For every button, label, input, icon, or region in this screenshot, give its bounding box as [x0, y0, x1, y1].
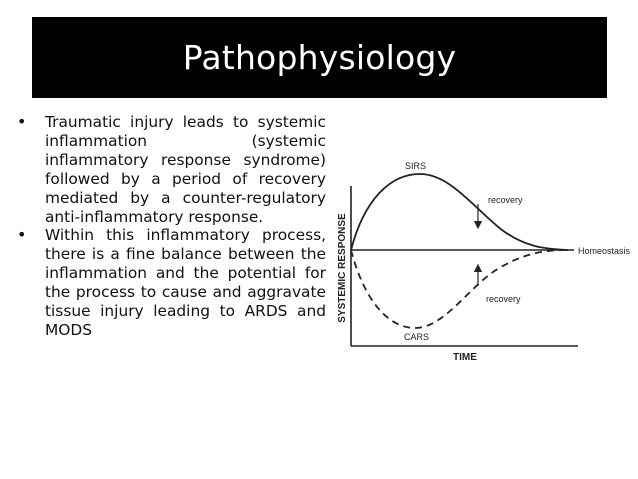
- bullet-text: Within this inflammatory process, there is a fine balance between the inflammation and the potential for the process to cause and aggravate tissue injury leading to ARDS and MODS: [45, 226, 326, 339]
- y-axis-label: SYSTEMIC RESPONSE: [337, 213, 348, 323]
- sirs-curve: [351, 174, 568, 250]
- x-axis-label: TIME: [453, 352, 477, 363]
- recovery-top-label: recovery: [488, 195, 523, 205]
- bullet-text: Traumatic injury leads to systemic inflammation (systemic inflammatory response syndrome) followed by a period of recovery mediated by a counter-regulatory anti-inflammatory response.: [45, 113, 326, 226]
- sirs-label: SIRS: [405, 161, 427, 171]
- cars-curve: [351, 250, 568, 328]
- bullet-dot-icon: •: [17, 225, 27, 245]
- slide-title: Pathophysiology: [182, 38, 457, 77]
- homeostasis-label: Homeostasis: [578, 246, 631, 256]
- bullet-list: [14, 113, 326, 340]
- bullet-item: [14, 226, 326, 339]
- sirs-cars-diagram: [328, 150, 634, 370]
- recovery-bottom-label: recovery: [486, 294, 521, 304]
- bullet-item: [14, 113, 326, 226]
- cars-label: CARS: [404, 332, 430, 342]
- title-bar: [32, 17, 607, 98]
- bullet-dot-icon: •: [17, 112, 27, 131]
